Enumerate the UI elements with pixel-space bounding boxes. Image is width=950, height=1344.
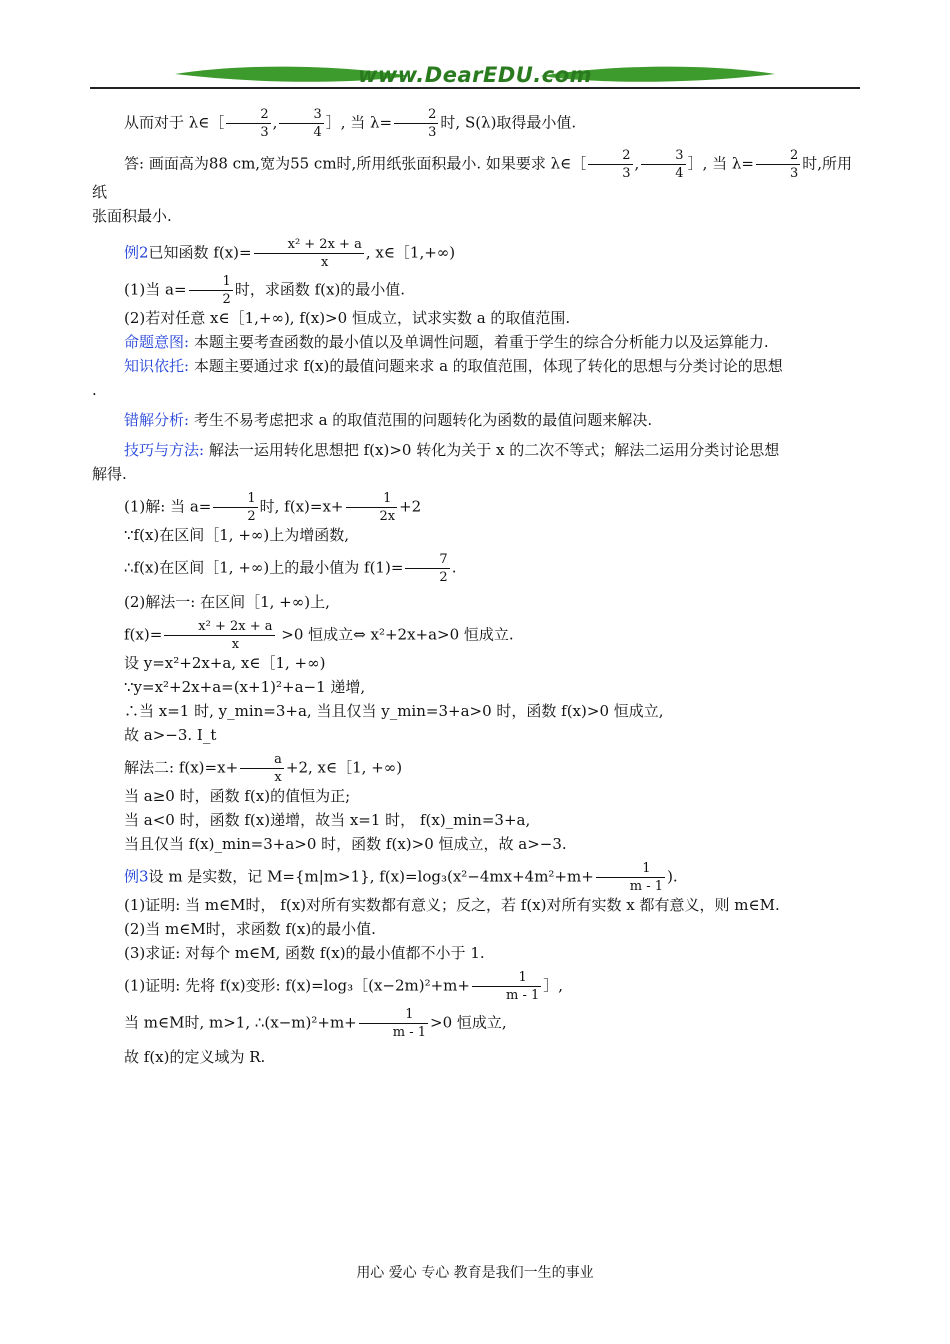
solution-line: 故 a>−3. I_t bbox=[124, 726, 217, 744]
fraction: $\frac{a}{x}$ bbox=[240, 753, 284, 784]
fraction: $\frac{2}{3}$ bbox=[226, 108, 270, 139]
text-line: 技巧与方法: 解法一运用转化思想把 f(x)>0 转化为关于 x 的二次不等式；解法二运用分类讨论思想 bbox=[124, 441, 780, 459]
solution-line: 当且仅当 f(x)_min=3+a>0 时，函数 f(x)>0 恒成立，故 a>−3. bbox=[124, 835, 567, 853]
fraction: $\frac{1}{2x}$ bbox=[346, 492, 398, 523]
fraction: $\frac{\text{x² + 2x + a}}{x}$ bbox=[254, 238, 364, 269]
text-line: (1)当 a= $\frac{1}{2}$ 时，求函数 f(x)的最小值. bbox=[124, 274, 406, 307]
solution-line: 当 a≥0 时，函数 f(x)的值恒为正; bbox=[124, 787, 351, 805]
document-body bbox=[92, 108, 860, 1069]
text-line: 命题意图: 本题主要考查函数的最小值以及单调性问题，着重于学生的综合分析能力以及运算能力. bbox=[124, 333, 769, 351]
fraction: $\frac{1}{2}$ bbox=[213, 492, 257, 523]
solution-line: ∵y=x²+2x+a=(x+1)²+a−1 递增, bbox=[124, 678, 366, 696]
site-logo: www.DearEDU.com bbox=[357, 63, 593, 87]
solution-line: (1)解: 当 a= $\frac{1}{2}$ 时, f(x)=x+ $\frac{1}{2x}$ +2 bbox=[124, 491, 422, 524]
solution-line: ∴当 x=1 时, y_min=3+a, 当且仅当 y_min=3+a>0 时，函数 f(x)>0 恒成立, bbox=[124, 702, 664, 720]
fraction: $\frac{\text{x² + 2x + a}}{x}$ bbox=[164, 620, 274, 651]
solution-line: 当 a<0 时，函数 f(x)递增，故当 x=1 时， f(x)_min=3+a, bbox=[124, 811, 531, 829]
text-line: 从而对于 λ∈［ $\frac{2}{3}$ , $\frac{3}{4}$ ］, 当 λ= $\frac{2}{3}$ 时, S(λ)取得最小值. bbox=[124, 107, 577, 140]
example-label: 例3 bbox=[124, 867, 149, 886]
fraction: $\frac{1}{m - 1}$ bbox=[359, 1008, 428, 1039]
solution-line: ∴f(x)在区间［1, +∞)上的最小值为 f(1)= $\frac{7}{2}$ . bbox=[124, 552, 457, 585]
solution-line: 解法二: f(x)=x+ $\frac{a}{x}$ +2, x∈［1, +∞) bbox=[124, 752, 403, 785]
page-header bbox=[90, 58, 860, 90]
answer-line: 答: 画面高为88 cm,宽为55 cm时,所用纸张面积最小. 如果要求 λ∈［ $\frac{2}{3}$ , $\frac{3}{4}$ ］, 当 λ= $\frac{2}{3}$ 时,所用纸 bbox=[92, 148, 853, 201]
fraction: $\frac{1}{m - 1}$ bbox=[596, 862, 665, 893]
proof-line: 当 m∈M时, m>1, ∴(x−m)²+m+ $\frac{1}{m - 1}$ >0 恒成立, bbox=[124, 1007, 507, 1040]
solution-line: 设 y=x²+2x+a, x∈［1, +∞) bbox=[124, 654, 326, 672]
text-line: 知识依托: 本题主要通过求 f(x)的最值问题来求 a 的取值范围，体现了转化的思想与分类讨论的思想 bbox=[124, 357, 783, 375]
header-rule bbox=[90, 87, 860, 89]
text-line: . bbox=[92, 381, 97, 399]
solution-line: f(x)= $\frac{\text{x² + 2x + a}}{x}$ >0 恒成立⇔ x²+2x+a>0 恒成立. bbox=[124, 619, 514, 652]
text-line: (2)若对任意 x∈［1,+∞), f(x)>0 恒成立，试求实数 a 的取值范围. bbox=[124, 309, 571, 327]
proof-line: 故 f(x)的定义域为 R. bbox=[124, 1048, 266, 1066]
fraction: $\frac{1}{m - 1}$ bbox=[472, 971, 541, 1002]
fraction: $\frac{3}{4}$ bbox=[641, 149, 685, 180]
text-line: (1)证明: 当 m∈M时， f(x)对所有实数都有意义；反之，若 f(x)对所有实数 x 都有意义，则 m∈M. bbox=[124, 896, 780, 914]
example-3-heading: 例3设 m 是实数，记 M={m|m>1}, f(x)=log₃(x²−4mx+4m²+m+ $\frac{1}{m - 1}$ ). bbox=[124, 861, 678, 894]
text-line: 张面积最小. bbox=[92, 207, 172, 225]
fraction: $\frac{2}{3}$ bbox=[394, 108, 438, 139]
fraction: $\frac{1}{2}$ bbox=[189, 275, 233, 306]
text-line: (2)当 m∈M时，求函数 f(x)的最小值. bbox=[124, 920, 376, 938]
example-label: 例2 bbox=[124, 243, 149, 262]
solution-line: ∵f(x)在区间［1, +∞)上为增函数, bbox=[124, 526, 350, 544]
fraction: $\frac{7}{2}$ bbox=[405, 553, 449, 584]
solution-line: (2)解法一: 在区间［1, +∞)上, bbox=[124, 593, 330, 611]
fraction: $\frac{3}{4}$ bbox=[279, 108, 323, 139]
text-line: 解得. bbox=[92, 465, 127, 483]
example-2-heading: 例2已知函数 f(x)= $\frac{\text{x² + 2x + a}}{x}$ , x∈［1,+∞) bbox=[124, 237, 456, 270]
text-line: 错解分析: 考生不易考虑把求 a 的取值范围的问题转化为函数的最值问题来解决. bbox=[124, 411, 653, 429]
fraction: $\frac{2}{3}$ bbox=[756, 149, 800, 180]
page-footer: 用心 爱心 专心 教育是我们一生的事业 bbox=[356, 1265, 594, 1281]
fraction: $\frac{2}{3}$ bbox=[588, 149, 632, 180]
proof-line: (1)证明: 先将 f(x)变形: f(x)=log₃［(x−2m)²+m+ $\frac{1}{m - 1}$ ］, bbox=[124, 970, 564, 1003]
text-line: (3)求证: 对每个 m∈M, 函数 f(x)的最小值都不小于 1. bbox=[124, 944, 485, 962]
